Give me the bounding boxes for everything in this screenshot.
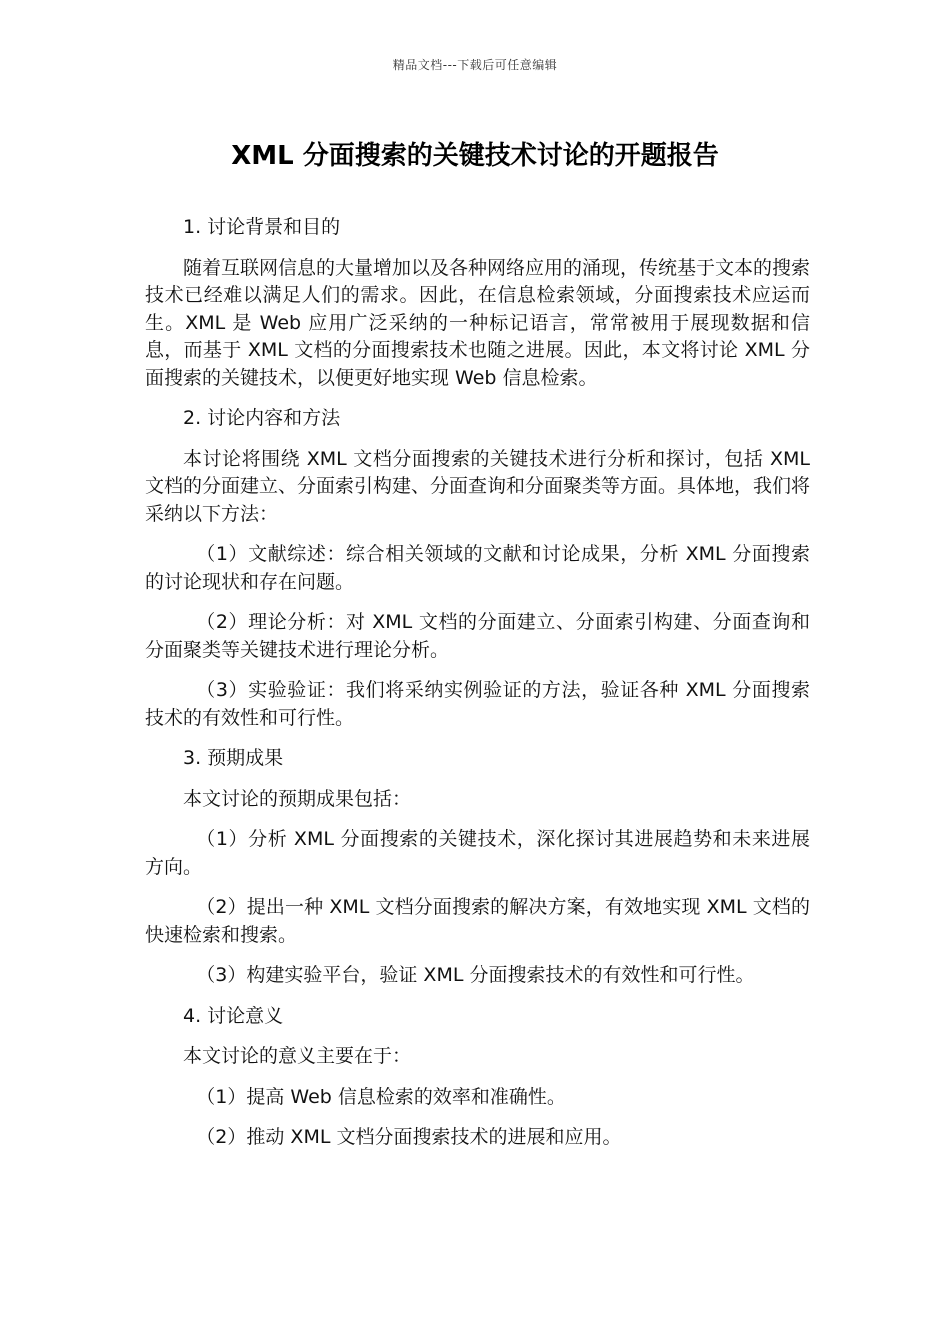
list-item: （1）文献综述：综合相关领域的文献和讨论成果，分析 XML 分面搜索的讨论现状和存在问题。 xyxy=(145,543,810,593)
section-heading: 1. 讨论背景和目的 xyxy=(183,216,341,238)
list-item: （1）分析 XML 分面搜索的关键技术，深化探讨其进展趋势和未来进展方向。 xyxy=(145,828,810,878)
section-heading: 4. 讨论意义 xyxy=(183,1004,284,1027)
page-header-watermark: 精品文档---下载后可任意编辑 xyxy=(392,58,558,72)
list-item: （3）构建实验平台，验证 XML 分面搜索技术的有效性和可行性。 xyxy=(196,964,755,986)
body-paragraph: 本文讨论的预期成果包括： xyxy=(183,787,412,810)
section-content-methods xyxy=(145,405,810,732)
body-paragraph: 本文讨论的意义主要在于： xyxy=(183,1045,412,1067)
list-item: （1）提高 Web 信息检索的效率和准确性。 xyxy=(196,1085,566,1108)
list-item: （2）理论分析：对 XML 文档的分面建立、分面索引构建、分面查询和分面聚类等关键技术进行理论分析。 xyxy=(145,611,810,661)
body-paragraph: 本讨论将围绕 XML 文档分面搜索的关键技术进行分析和探讨，包括 XML 文档的分面建立、分面索引构建、分面查询和分面聚类等方面。具体地，我们将采纳以下方法： xyxy=(145,447,811,525)
section-heading: 2. 讨论内容和方法 xyxy=(183,407,341,429)
list-item: （3）实验验证：我们将采纳实例验证的方法，验证各种 XML 分面搜索技术的有效性和可行性。 xyxy=(145,679,810,729)
list-item: （2）提出一种 XML 文档分面搜索的解决方案，有效地实现 XML 文档的快速检索和搜索。 xyxy=(145,896,810,946)
list-item: （2）推动 XML 文档分面搜索技术的进展和应用。 xyxy=(196,1126,622,1148)
section-expected-results xyxy=(145,745,810,990)
document-title: XML 分面搜索的关键技术讨论的开题报告 xyxy=(231,141,719,171)
body-paragraph: 随着互联网信息的大量增加以及各种网络应用的涌现，传统基于文本的搜索技术已经难以满足人们的需求。因此，在信息检索领域，分面搜索技术应运而生。XML 是 Web 应用广泛采纳的一种标记语言，常常被用于展现数据和信息，而基于 XML 文档的分面搜索技术也随之进展。因此，本文将讨论 XML 分面搜索的关键技术，以便更好地实现 Web 信息检索。 xyxy=(145,256,811,389)
section-heading: 3. 预期成果 xyxy=(183,747,284,769)
section-background xyxy=(145,214,810,392)
section-significance xyxy=(145,1003,810,1152)
document-body xyxy=(145,214,810,1165)
